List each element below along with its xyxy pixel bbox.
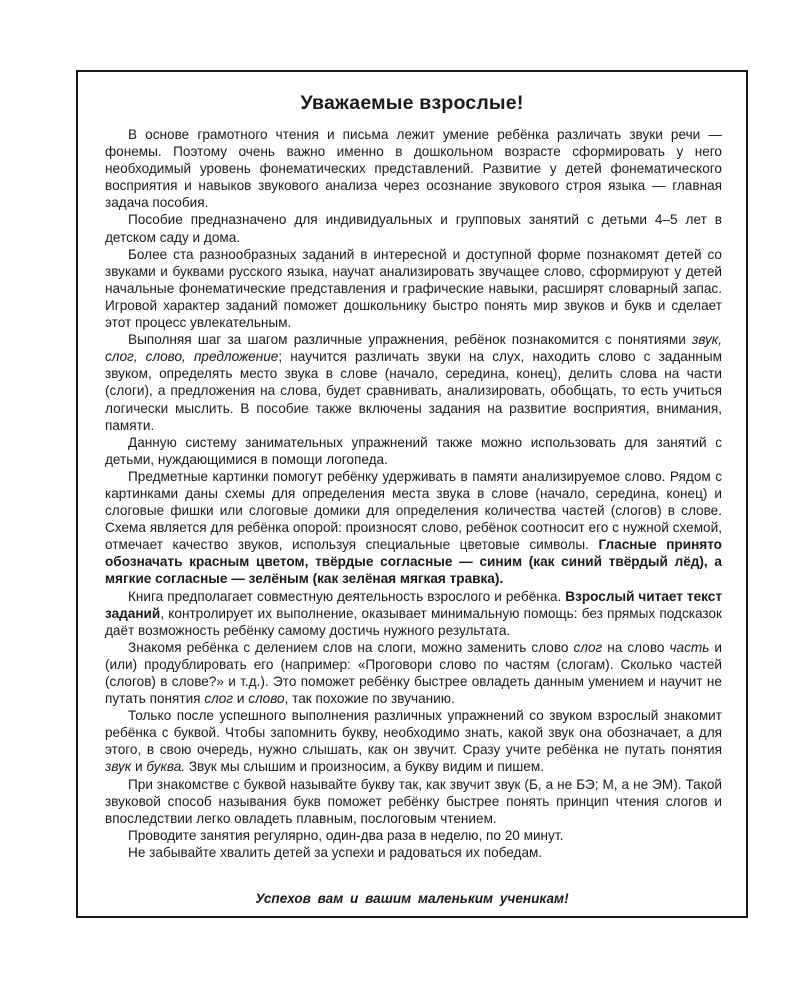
text-span: Предметные картинки помогут ребёнку удерживать в памяти анализируемое слово. Рядом с картинками даны схемы для определения места звука в слове (начало, середина, конец) и слоговые фишки или слоговые домики для определения количества частей (слогов) в слове. Схема является для ребёнка опорой: произносят слово, ребёнок соотносит его с нужной схемой, отмечает качество звуков, используя специальные цветовые символы. (105, 468, 722, 553)
italic-term: часть (669, 639, 710, 655)
closing-line: Успехов вам и вашим маленьким ученикам! (255, 891, 569, 906)
italic-term: слог (204, 691, 234, 707)
italic-terms: звук, слог, слово, предложение (105, 332, 722, 365)
paragraph-4 (105, 331, 722, 434)
page-title: Уважаемые взрослые! (300, 92, 524, 114)
paragraph-10: При знакомстве с буквой называйте букву так, как звучит звук (Б, а не БЭ; М, а не ЭМ). Такой звуковой способ называния букв поможет ребёнку быстрее понять принцип чтения слогов и впоследствии легко овладеть плавным, послоговым чтением. (105, 776, 722, 826)
text-span: ; научится различать звуки на слух, находить слово с заданным звуком, определять место звука в слове (начало, середина, конец), делить слова на части (слоги), а предложения на слова, будет сравнивать, анализировать, обобщать, то есть учиться логически мыслить. В пособие также включены задания на развитие восприятия, внимания, памяти. (105, 349, 722, 433)
text-span: Выполняя шаг за шагом различные упражнения, ребёнок познакомится с понятиями (128, 332, 693, 348)
paragraph-9 (105, 707, 722, 775)
page-frame (76, 70, 748, 918)
bold-adult-reads: Взрослый читает текст заданий (105, 588, 722, 621)
italic-term: буква. (146, 759, 186, 775)
paragraph-2: Пособие предназначено для индивидуальных и групповых занятий с детьми 4–5 лет в детском саду и дома. (105, 212, 722, 245)
paragraph-6 (105, 468, 722, 588)
paragraph-7 (105, 588, 722, 639)
bold-color-rule: Гласные принято обозначать красным цветом, твёрдые согласные — синим (как синий твёрдый лёд), а мягкие согласные — зелёным (как зелёная мягкая травка). (105, 537, 722, 587)
text-span: Знакомя ребёнка с делением слов на слоги, можно заменить слово (128, 639, 574, 655)
paragraph-3: Более ста разнообразных заданий в интересной и доступной форме познакомят детей со звуками и буквами русского языка, научат анализировать звучащее слово, сформируют у детей начальные фонематические представления и графические навыки, расширят словарный запас. Игровой характер заданий поможет дошкольнику быстро понять мир звуков и букв и сделает этот процесс увлекательным. (105, 246, 722, 331)
text-span: и (233, 691, 249, 707)
text-span: Только после успешного выполнения различных упражнений со звуком взрослый знакомит ребёнка с буквой. Чтобы запомнить букву, необходимо знать, какой звук она обозначает, а для этого, в свою очередь, нужно слышать, как он звучит. Сразу учите ребёнка не путать понятия (105, 708, 722, 758)
paragraph-5: Данную систему занимательных упражнений также можно использовать для занятий с детьми, нуждающимися в помощи логопеда. (105, 434, 722, 467)
italic-term: слово (248, 691, 285, 707)
italic-term: звук (105, 759, 132, 775)
paragraph-12: Не забывайте хвалить детей за успехи и радоваться их победам. (128, 844, 543, 860)
body-text (105, 126, 722, 861)
paragraph-1: В основе грамотного чтения и письма лежит умение ребёнка различать звуки речи — фонемы. Поэтому очень важно именно в дошкольном возрасте сформировать у него необходимый уровень фонематических представлений. Развитие у детей фонематического восприятия и навыков звукового анализа через осознание звукового строя языка — главная задача пособия. (105, 127, 722, 211)
text-span: Звук мы слышим и произносим, а букву видим и пишем. (185, 759, 544, 775)
italic-term: слог (573, 639, 603, 655)
paragraph-11: Проводите занятия регулярно, один-два раза в неделю, по 20 минут. (128, 827, 564, 843)
text-span: на слово (602, 639, 670, 655)
text-span: Книга предполагает совместную деятельность взрослого и ребёнка. (128, 588, 566, 604)
text-span: , контролирует их выполнение, оказывает минимальную помощь: без прямых подсказок даёт возможность ребёнку самому достичь нужного результата. (105, 605, 722, 638)
text-span: , так похожие по звучанию. (284, 691, 455, 707)
text-span: и (131, 759, 147, 775)
text-span: и (или) продублировать его (например: «Проговори слово по частям (слогам). Сколько частей (слогов) в слове?» и т.д.). Это поможет ребёнку быстрее овладеть данным умением и научит не путать понятия (105, 639, 722, 707)
paragraph-8 (105, 639, 722, 707)
